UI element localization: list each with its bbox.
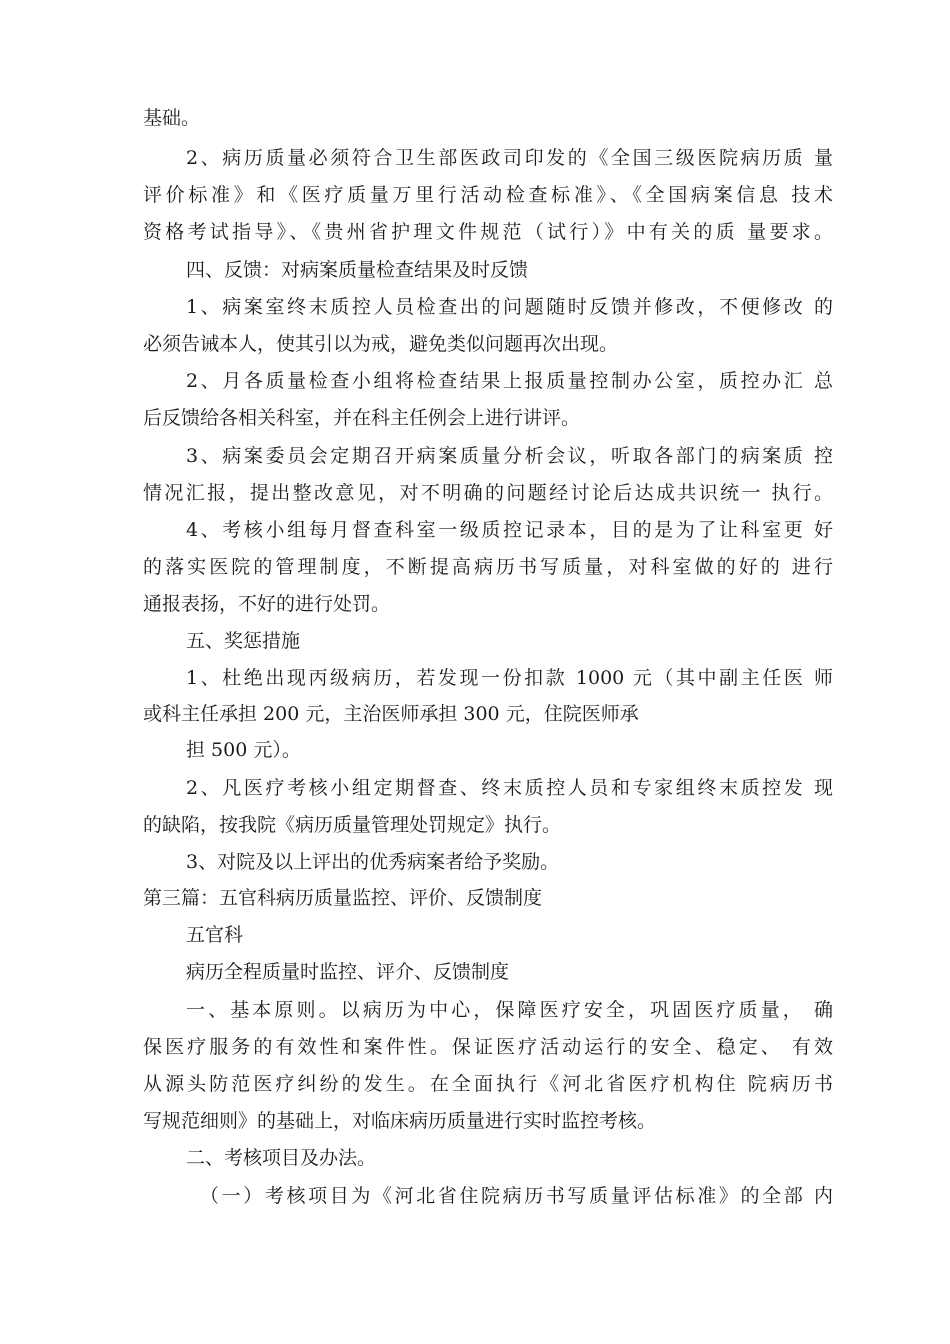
text-line: 2、凡医疗考核小组定期督查、终末质控人员和专家组终末质控发 现 — [186, 777, 833, 799]
text-line: 二、考核项目及办法。 — [186, 1147, 377, 1169]
text-line: 必须告诫本人，使其引以为戒，避免类似问题再次出现。 — [143, 333, 619, 355]
text-line: 写规范细则》的基础上，对临床病历质量进行实时监控考核。 — [143, 1110, 657, 1132]
text-line: 担 500 元）。 — [186, 739, 301, 761]
text-line: 后反馈给各相关科室，并在科主任例会上进行讲评。 — [143, 407, 581, 429]
text-line: 基础。 — [143, 107, 201, 129]
text-line: 保医疗服务的有效性和案件性。保证医疗活动运行的安全、稳定、 有效 — [143, 1036, 833, 1058]
text-line: 2、病历质量必须符合卫生部医政司印发的《全国三级医院病历质 量 — [186, 147, 833, 169]
text-line: 1、病案室终末质控人员检查出的问题随时反馈并修改，不便修改 的 — [186, 296, 833, 318]
text-line: 资格考试指导》、《贵州省护理文件规范（试行）》中有关的质 量要求。 — [143, 221, 833, 243]
text-line: （一）考核项目为《河北省住院病历书写质量评估标准》的全部 内 — [200, 1185, 833, 1207]
text-line: 3、对院及以上评出的优秀病案者给予奖励。 — [186, 851, 560, 873]
text-line: 2、月各质量检查小组将检查结果上报质量控制办公室，质控办汇 总 — [186, 370, 833, 392]
text-line: 一、基本原则。以病历为中心，保障医疗安全，巩固医疗质量， 确 — [186, 999, 833, 1021]
text-line: 五官科 — [186, 924, 244, 946]
text-line: 病历全程质量时监控、评介、反馈制度 — [186, 961, 510, 983]
text-line: 的缺陷，按我院《病历质量管理处罚规定》执行。 — [143, 814, 562, 836]
text-line: 评价标准》和《医疗质量万里行活动检查标准》、《全国病案信息 技术 — [143, 184, 833, 206]
text-line: 从源头防范医疗纠纷的发生。在全面执行《河北省医疗机构住 院病历书 — [143, 1073, 833, 1095]
text-line: 4、考核小组每月督查科室一级质控记录本，目的是为了让科室更 好 — [186, 519, 833, 541]
text-line: 3、病案委员会定期召开病案质量分析会议，听取各部门的病案质 控 — [186, 445, 833, 467]
section-heading: 第三篇：五官科病历质量监控、评价、反馈制度 — [143, 887, 543, 909]
text-line: 情况汇报，提出整改意见，对不明确的问题经讨论后达成共识统一 执行。 — [143, 482, 833, 504]
text-line: 或科主任承担 200 元，主治医师承担 300 元，住院医师承 — [143, 703, 639, 725]
text-line: 五、奖惩措施 — [186, 630, 301, 652]
text-line: 的落实医院的管理制度，不断提高病历书写质量，对科室做的好的 进行 — [143, 556, 833, 578]
text-line: 通报表扬，不好的进行处罚。 — [143, 593, 391, 615]
text-line: 四、反馈：对病案质量检查结果及时反馈 — [186, 259, 529, 281]
text-line: 1、杜绝出现丙级病历，若发现一份扣款 1000 元（其中副主任医 师 — [186, 667, 833, 689]
